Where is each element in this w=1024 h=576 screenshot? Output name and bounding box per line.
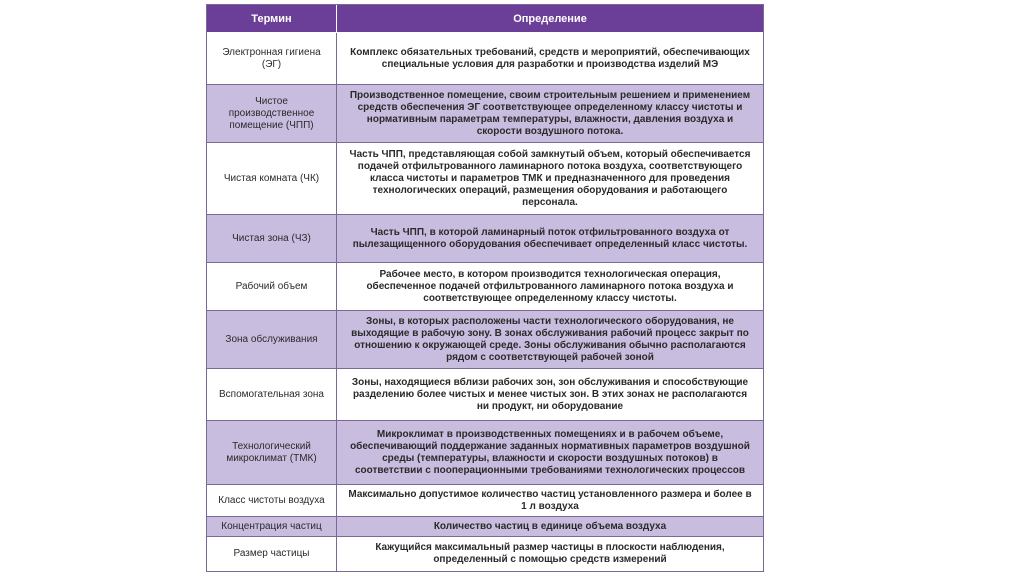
definition-cell: Зоны, находящиеся вблизи рабочих зон, зон обслуживания и способствующие разделению более чистых и менее чистых зон. В этих зонах не располагаются ни продукт, ни оборудование (337, 369, 763, 421)
definition-cell: Максимально допустимое количество частиц установленного размера и более в 1 л воздуха (337, 485, 763, 517)
term-cell: Электронная гигиена (ЭГ) (207, 33, 337, 85)
definition-cell: Кажущийся максимальный размер частицы в плоскости наблюдения, определенный с помощью средств измерений (337, 537, 763, 571)
term-cell: Зона обслуживания (207, 311, 337, 369)
term-cell: Класс чистоты воздуха (207, 485, 337, 517)
definition-cell: Производственное помещение, своим строительным решением и применением средств обеспечения ЭГ соответствующее определенному классу чистоты и нормативным параметрам температуры, влажности, давления воздуха и скорости воздушного потока. (337, 85, 763, 143)
term-cell: Чистое производственное помещение (ЧПП) (207, 85, 337, 143)
term-cell: Вспомогательная зона (207, 369, 337, 421)
header-definition: Определение (337, 5, 763, 33)
definition-cell: Рабочее место, в котором производится технологическая операция, обеспеченное подачей отфильтрованного ламинарного потока воздуха и соответствующее определенному классу чистоты. (337, 263, 763, 311)
definition-cell: Часть ЧПП, в которой ламинарный поток отфильтрованного воздуха от пылезащищенного оборудования обеспечивает определенный класс чистоты. (337, 215, 763, 263)
term-cell: Чистая комната (ЧК) (207, 143, 337, 215)
term-cell: Размер частицы (207, 537, 337, 571)
definition-cell: Часть ЧПП, представляющая собой замкнутый объем, который обеспечивается подачей отфильтрованного ламинарного потока воздуха, соответствующего класса чистоты и параметров ТМК и предназначенного для проведения технологических операций, размещения оборудования и работающего персонала. (337, 143, 763, 215)
definition-cell: Зоны, в которых расположены части технологического оборудования, не выходящие в рабочую зону. В зонах обслуживания рабочий процесс закрыт по отношению к окружающей среде. Зоны обслуживания обычно располагаются рядом с соответствующей рабочей зоной (337, 311, 763, 369)
terms-table (206, 4, 764, 572)
term-cell: Чистая зона (ЧЗ) (207, 215, 337, 263)
term-cell: Рабочий объем (207, 263, 337, 311)
definition-cell: Комплекс обязательных требований, средств и мероприятий, обеспечивающих специальные условия для разработки и производства изделий МЭ (337, 33, 763, 85)
header-term: Термин (207, 5, 337, 33)
term-cell: Концентрация частиц (207, 517, 337, 537)
definition-cell: Количество частиц в единице объема воздуха (337, 517, 763, 537)
definition-cell: Микроклимат в производственных помещениях и в рабочем объеме, обеспечивающий поддержание заданных нормативных параметров воздушной среды (температуры, влажности и скорости воздушных потоков) в соответствии с пооперационными требованиями технологических процессов (337, 421, 763, 485)
term-cell: Технологический микроклимат (ТМК) (207, 421, 337, 485)
